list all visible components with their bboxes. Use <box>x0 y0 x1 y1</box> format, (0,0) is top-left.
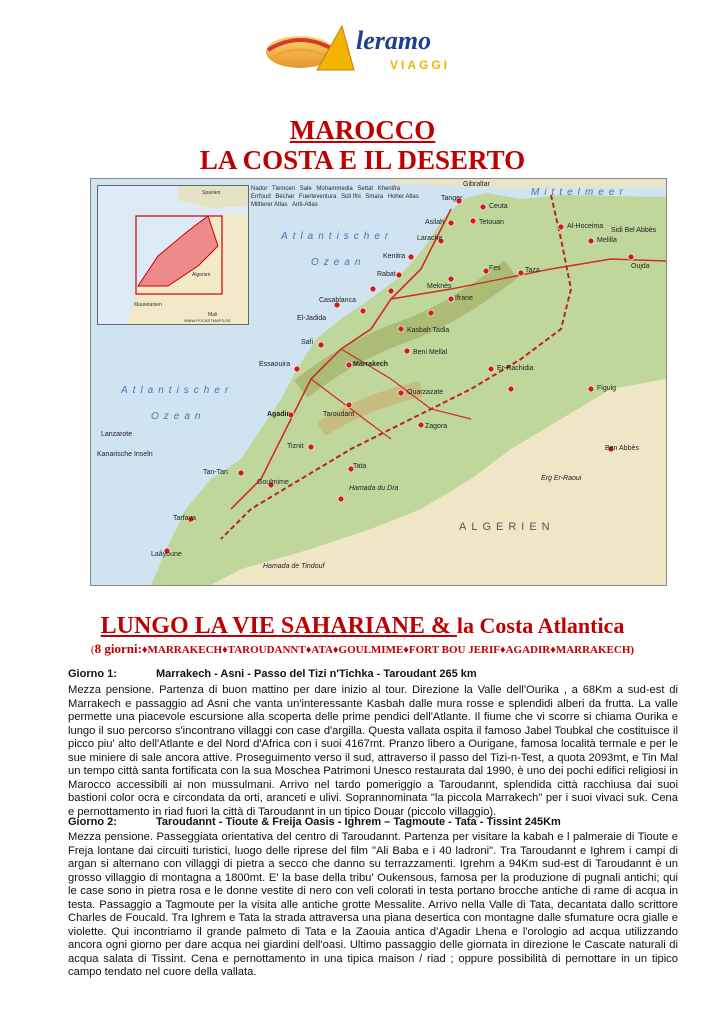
city-label-ouarzazate: Ouarzazate <box>407 389 444 396</box>
tour-route <box>0 641 725 657</box>
inset-label-mauretanien: Mauretanien <box>134 302 162 308</box>
city-label-meknes: Meknès <box>427 283 452 290</box>
inset-label-algerien: Algerien <box>192 272 211 278</box>
day-1-text: Mezza pensione. Partenza di buon mattino per dare inizio al tour. Direzione la Valle dell'Ourika , a 68Km a sud-est di Marrakech e passaggio ad Asni che vanta un'interessante Kasbah dalle mura rosse e splendidi alberi da frutta. La valle permette una piacevole escursione alla scoperta delle prime pendici dell'Atlante. Il fiume che vi scorre si chiama Ourika e lungo il suo percorso s'incontrano villaggi con case d'argilla. Questa vallata ospita il famoso Jabel Toubkal che costituisce il picco piu' alto dell'Atlante e del Nord d'Africa con i suoi 4167mt. Pranzo libero a Ourigane, famosa località termale e per le sue miniere di sale ancora attive. Proseguimento verso il sud, attraverso il passo del Tizi-n-Test, a quota 2093mt, e Tin Mal un tempo città santa fortificata con la sua Moschea Patrimoni Unesco restaurata dal 1990, è uno dei pochi edifici religiosi in Marocco accessibili ai non mussulmani. Arrivo nel tardo pomeriggio a Taroudannt, splendida città racchiusa dai suoi bastioni color ocra e circondata da orti, aranceti e ulivi. Soprannominata "la piccola Marrakech" per i suoi vivaci suk. Cena e pernottamento in riad fuori la città di Taroudannt in un tipico Douar (piccolo villaggio). <box>68 684 678 818</box>
sea-label-atlantic-2: Atlantischer <box>121 385 234 396</box>
map-extra-labels <box>251 185 421 209</box>
page-subtitle: LA COSTA E IL DESERTO <box>199 145 526 175</box>
city-label-marrakech: Marrakech <box>353 361 389 368</box>
tour-title-tail: la Costa Atlantica <box>456 613 625 638</box>
city-label-taroudant: Taroudant <box>323 411 355 418</box>
inset-map <box>97 185 249 325</box>
city-label-tiznit: Tiznit <box>287 443 304 450</box>
map-label-extra: Sidi Ifni <box>341 194 363 200</box>
map-label-extra: Anti-Atlas <box>292 202 318 208</box>
sea-label-ozean-1: Ozean <box>311 257 366 268</box>
city-label-laayoune: Laâyoune <box>151 551 182 558</box>
city-label-tetouan: Tetouan <box>479 219 504 226</box>
city-label-casablanca: Casablanca <box>319 297 356 304</box>
map-label-extra: Mohammedia <box>316 186 355 192</box>
map-label-extra: Mittlerer Atlas <box>251 202 290 208</box>
inset-label-mali: Mali <box>208 312 218 318</box>
city-label-fes: Fes <box>489 265 501 272</box>
sea-label-ozean-2: Ozean <box>151 411 206 422</box>
logo-subtext: VIAGGI <box>390 58 451 72</box>
route-days: 8 giorni: <box>94 641 142 656</box>
city-label-goulmime: Goulmime <box>257 479 289 486</box>
city-label-beni-mellal: Beni Mellal <box>413 349 448 356</box>
city-label-asilah: Asilah <box>425 219 445 226</box>
map-label-extra: Errfoud <box>251 194 273 200</box>
city-label-sidi-bel-abbes: Sidi Bel Abbès <box>611 227 657 234</box>
map-label-extra: Khenifra <box>377 186 401 192</box>
city-label-gibraltar: Gibraltar <box>463 181 490 188</box>
map-label-extra: Béchar <box>275 194 297 200</box>
region-hamada-dra: Hamada du Dra <box>349 485 399 492</box>
map-label-extra: Settat <box>357 186 375 192</box>
map-label-extra: Smara <box>365 194 385 200</box>
city-label-ceuta: Ceuta <box>489 203 508 210</box>
city-label-lanzarote: Lanzarote <box>101 431 133 438</box>
day-2-title: Taroudannt - Tioute & Freija Oasis - Ighrem – Tagmoute - Tata - Tissint 245Km <box>156 816 561 828</box>
tour-title-main: LUNGO LA VIE SAHARIANE & <box>100 613 457 639</box>
city-label-figuig: Figuig <box>597 385 617 392</box>
page-title: MAROCCO <box>289 115 436 145</box>
day-1-header <box>68 668 678 680</box>
map-label-extra: Hoher Atlas <box>387 194 419 200</box>
country-label-algerien: ALGERIEN <box>459 521 555 533</box>
route-open: ( <box>90 644 95 656</box>
city-label-al-hoceima: Al-Hoceima <box>567 223 604 230</box>
day-1-title: Marrakech - Asni - Passo del Tizi n'Tichka - Taroudant 265 km <box>156 668 477 680</box>
city-label-tarfaya: Tarfaya <box>173 515 196 522</box>
city-label-agadir: Agadir <box>267 411 290 418</box>
city-label-taza: Taza <box>525 267 540 274</box>
city-label-tan-tan: Tan-Tan <box>203 469 228 476</box>
city-label-er-rachidia: Er-Rachidia <box>497 365 534 372</box>
map-label-extra: Tlemcen <box>272 186 297 192</box>
city-label-kasbah-tadla: Kasbah Tadla <box>407 327 450 334</box>
city-label-larache: Larache <box>417 235 443 242</box>
city-label-ben-abbes: Ben Abbès <box>605 445 639 452</box>
map-label-extra: Nador <box>251 186 270 192</box>
city-label-safi: Safi <box>301 339 314 346</box>
city-label-kenitra: Kenitra <box>383 253 406 260</box>
sea-label-atlantic-1: Atlantischer <box>281 231 394 242</box>
region-hamada-tindouf: Hamada de Tindouf <box>263 563 325 570</box>
city-label-rabat: Rabat <box>377 271 396 278</box>
logo-wordmark: leramo <box>356 26 432 55</box>
day-2-label: Giorno 2: <box>68 816 117 828</box>
day-2-header <box>68 816 678 828</box>
city-label-kanarische-inseln: Kanarische Inseln <box>97 451 153 458</box>
city-label-ifrane: Ifrane <box>455 295 473 302</box>
region-erg-er-raoui: Erg Er-Raoui <box>541 475 582 482</box>
city-label-essaouira: Essaouira <box>259 361 291 368</box>
map-label-extra: Fuerteventura <box>299 194 339 200</box>
agency-logo <box>262 20 472 80</box>
city-label-melilla: Melilla <box>597 237 617 244</box>
map-label-extra: Sale <box>299 186 314 192</box>
city-label-el-jadida: El-Jadida <box>297 315 327 322</box>
tour-title <box>0 612 725 640</box>
city-label-oujda: Oujda <box>631 263 650 270</box>
day-1-label: Giorno 1: <box>68 668 117 680</box>
inset-credit: WWW.POCKETMAPS.DE <box>184 318 231 323</box>
morocco-map <box>90 178 667 586</box>
day-2-text: Mezza pensione. Passeggiata orientativa del centro di Taroudannt. Partenza per visitare la kabah e l palmeraie di Tioute e Freja lontane dai circuiti turistici, luogo delle riprese del film "Ali Baba e i 40 ladroni". Tra Taroudannt e Ighrem i campi di argan si alternano con villaggi di pietra a secco che danno su terrazzamenti. Igrehm a 94Km sud-est di Taroudannt è un grosso villaggio di montagna a 1800mt. E' la base della tribu' Oukensous, famosa per la produzione di pugnali antichi; qui le case sono in pietra rosa e le donne vestite di nero con veli colorati in testa portano brocche antiche di rame di acqua in testa. Passaggio a Tagmoute per la visita alle antiche grotte Messalite. Arrivo nella Valle di Tata, decantata dallo scrittore Charles de Foucald. Tra Ighrem e Tata la strada attraversa una piana desertica con montagne dalle sfumature ocra gialle e violette. Qui incontriamo il grande palmeto di Tata e la Zaouia antica d'Agadir Lhena e l'orologio ad acqua utilizzando ancora ogni giorno per dare acqua nei giardini dell'oasi. Ultimo passaggio delle giornata in direzione le Cascate naturali di acqua salata di Tissint. Cena e pernottamento in una tipica maison / riad ; oppure possibilità di pernottare in un tipico campo tendato nel cuore della vallata. <box>68 831 678 978</box>
city-label-tanger: Tanger <box>441 195 463 202</box>
city-label-tata: Tata <box>353 463 367 470</box>
sea-label-mittelmeer: Mittelmeer <box>531 187 628 198</box>
city-label-zagora: Zagora <box>425 423 448 430</box>
route-stops: ♦MARRAKECH♦TAROUDANNT♦ATA♦GOULMIME♦FORT BOU JERIF♦AGADIR♦MARRAKECH) <box>141 644 635 656</box>
inset-label-spanien: Spanien <box>202 190 221 196</box>
